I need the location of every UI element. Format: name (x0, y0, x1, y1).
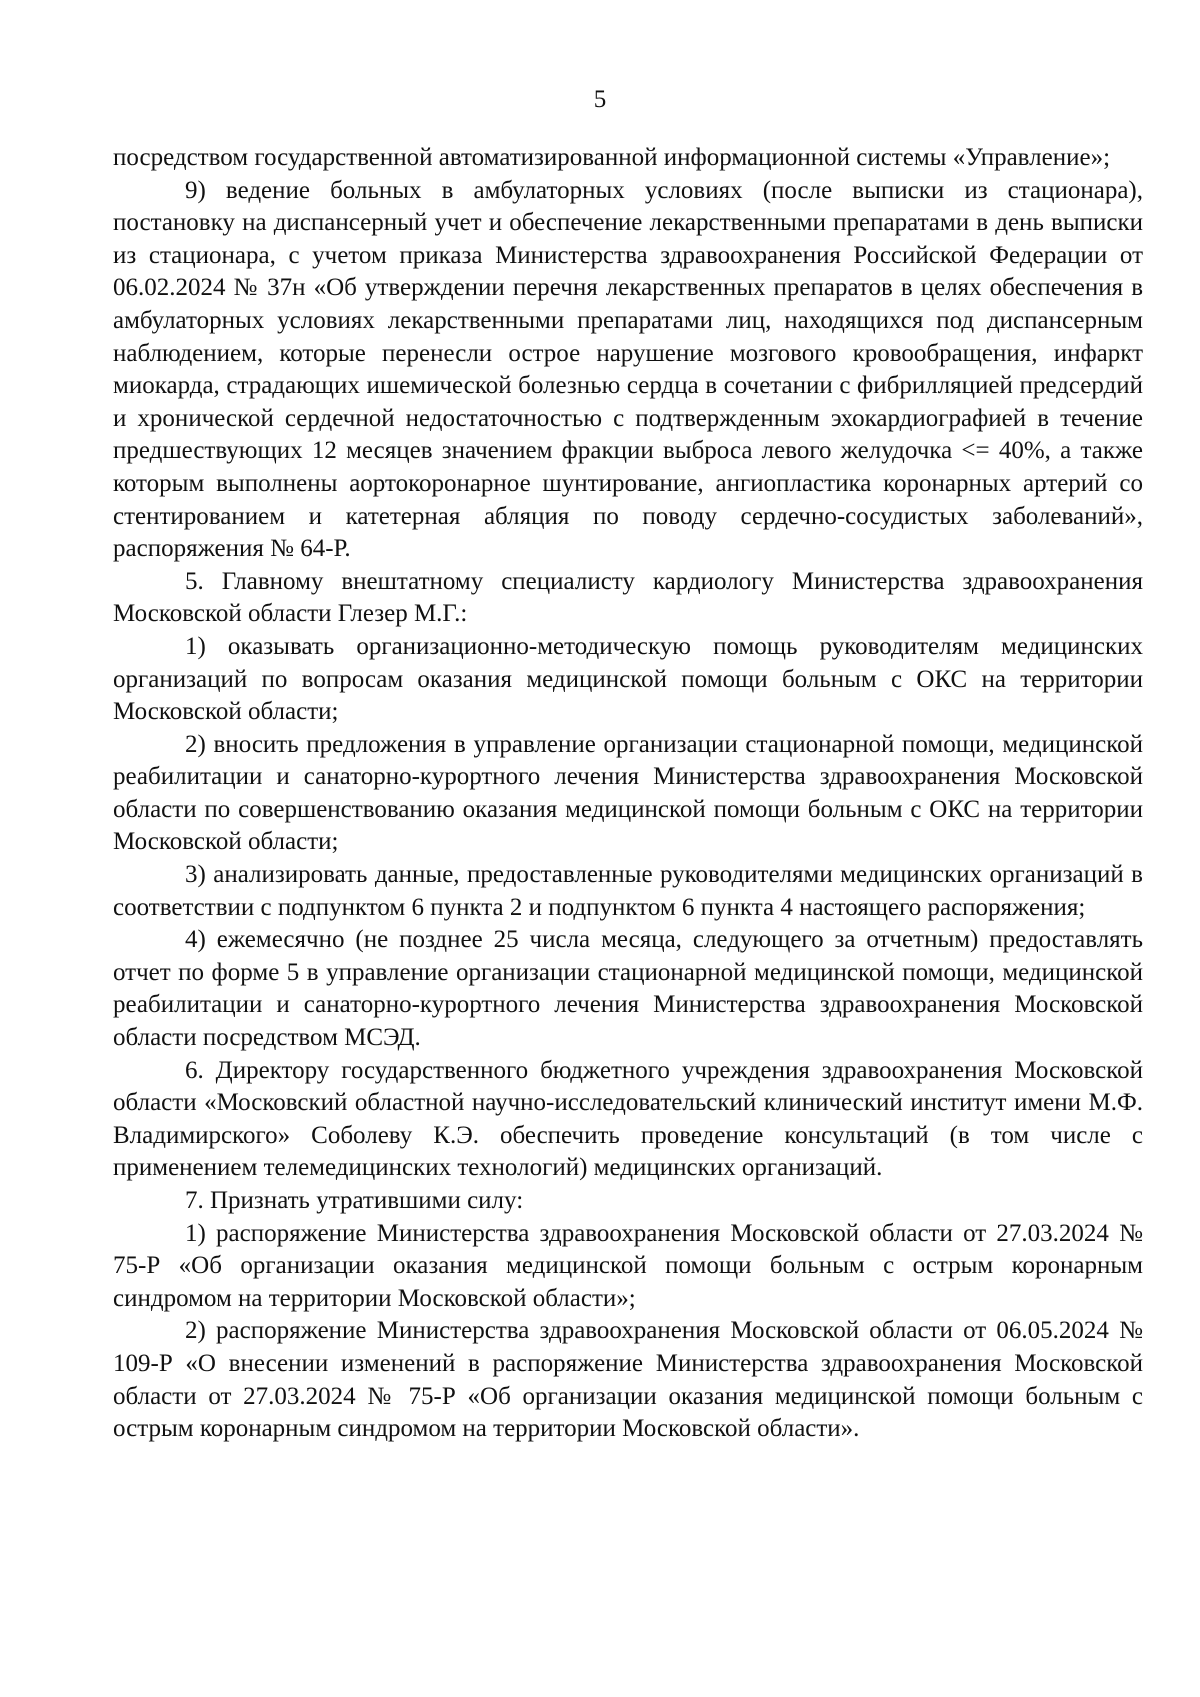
paragraph-item-9: 9) ведение больных в амбулаторных условиях (после выписки из стационара), постановку на диспансерный учет и обеспечение лекарственными препаратами в день выписки из стационара, с учетом приказа Министерства здравоохранения Российской Федерации от 06.02.2024 № 37н «Об утверждении перечня лекарственных препаратов в целях обеспечения в амбулаторных условиях лекарственными препаратами лиц, находящихся под диспансерным наблюдением, которые перенесли острое нарушение мозгового кровообращения, инфаркт миокарда, страдающих ишемической болезнью сердца в сочетании с фибрилляцией предсердий и хронической сердечной недостаточностью с подтвержденным эхокардиографией в течение предшествующих 12 месяцев значением фракции выброса левого желудочка <= 40%, а также которым выполнены аортокоронарное шунтирование, ангиопластика коронарных артерий со стентированием и катетерная абляция по поводу сердечно-сосудистых заболеваний», распоряжения № 64-Р. (113, 176, 1143, 563)
paragraph-section-5: 5. Главному внештатному специалисту кардиологу Министерства здравоохранения Московской области Глезер М.Г.: (113, 567, 1143, 628)
paragraph-5-item-3: 3) анализировать данные, предоставленные руководителями медицинских организаций в соответствии с подпунктом 6 пункта 2 и подпунктом 6 пункта 4 настоящего распоряжения; (113, 861, 1143, 921)
page-number: 5 (593, 86, 607, 113)
paragraph-section-6: 6. Директору государственного бюджетного учреждения здравоохранения Московской области «Московский областной научно-исследовательский клинический институт имени М.Ф. Владимирского» Соболеву К.Э. обеспечить проведение консультаций (в том числе с применением телемедицинских технологий) медицинских организаций. (113, 1056, 1143, 1182)
paragraph-section-7: 7. Признать утратившими силу: (185, 1187, 524, 1214)
paragraph-5-item-2: 2) вносить предложения в управление организации стационарной помощи, медицинской реабилитации и санаторно-курортного лечения Министерства здравоохранения Московской области по совершенствованию оказания медицинской помощи больным с ОКС на территории Московской области; (113, 730, 1143, 856)
document-body (113, 142, 1143, 1446)
paragraph-continuation: посредством государственной автоматизированной информационной системы «Управление»; (113, 144, 1111, 171)
paragraph-7-item-2: 2) распоряжение Министерства здравоохранения Московской области от 06.05.2024 № 109-Р «О внесении изменений в распоряжение Министерства здравоохранения Московской области от 27.03.2024 № 75-Р «Об организации оказания медицинской помощи больным с острым коронарным синдромом на территории Московской области». (113, 1317, 1143, 1443)
paragraph-5-item-4: 4) ежемесячно (не позднее 25 числа месяца, следующего за отчетным) предоставлять отчет по форме 5 в управление организации стационарной медицинской помощи, медицинской реабилитации и санаторно-курортного лечения Министерства здравоохранения Московской области посредством МСЭД. (113, 926, 1143, 1052)
paragraph-7-item-1: 1) распоряжение Министерства здравоохранения Московской области от 27.03.2024 № 75-Р «Об организации оказания медицинской помощи больным с острым коронарным синдромом на территории Московской области»; (113, 1219, 1143, 1312)
paragraph-5-item-1: 1) оказывать организационно-методическую помощь руководителям медицинских организаций по вопросам оказания медицинской помощи больным с ОКС на территории Московской области; (113, 632, 1143, 726)
